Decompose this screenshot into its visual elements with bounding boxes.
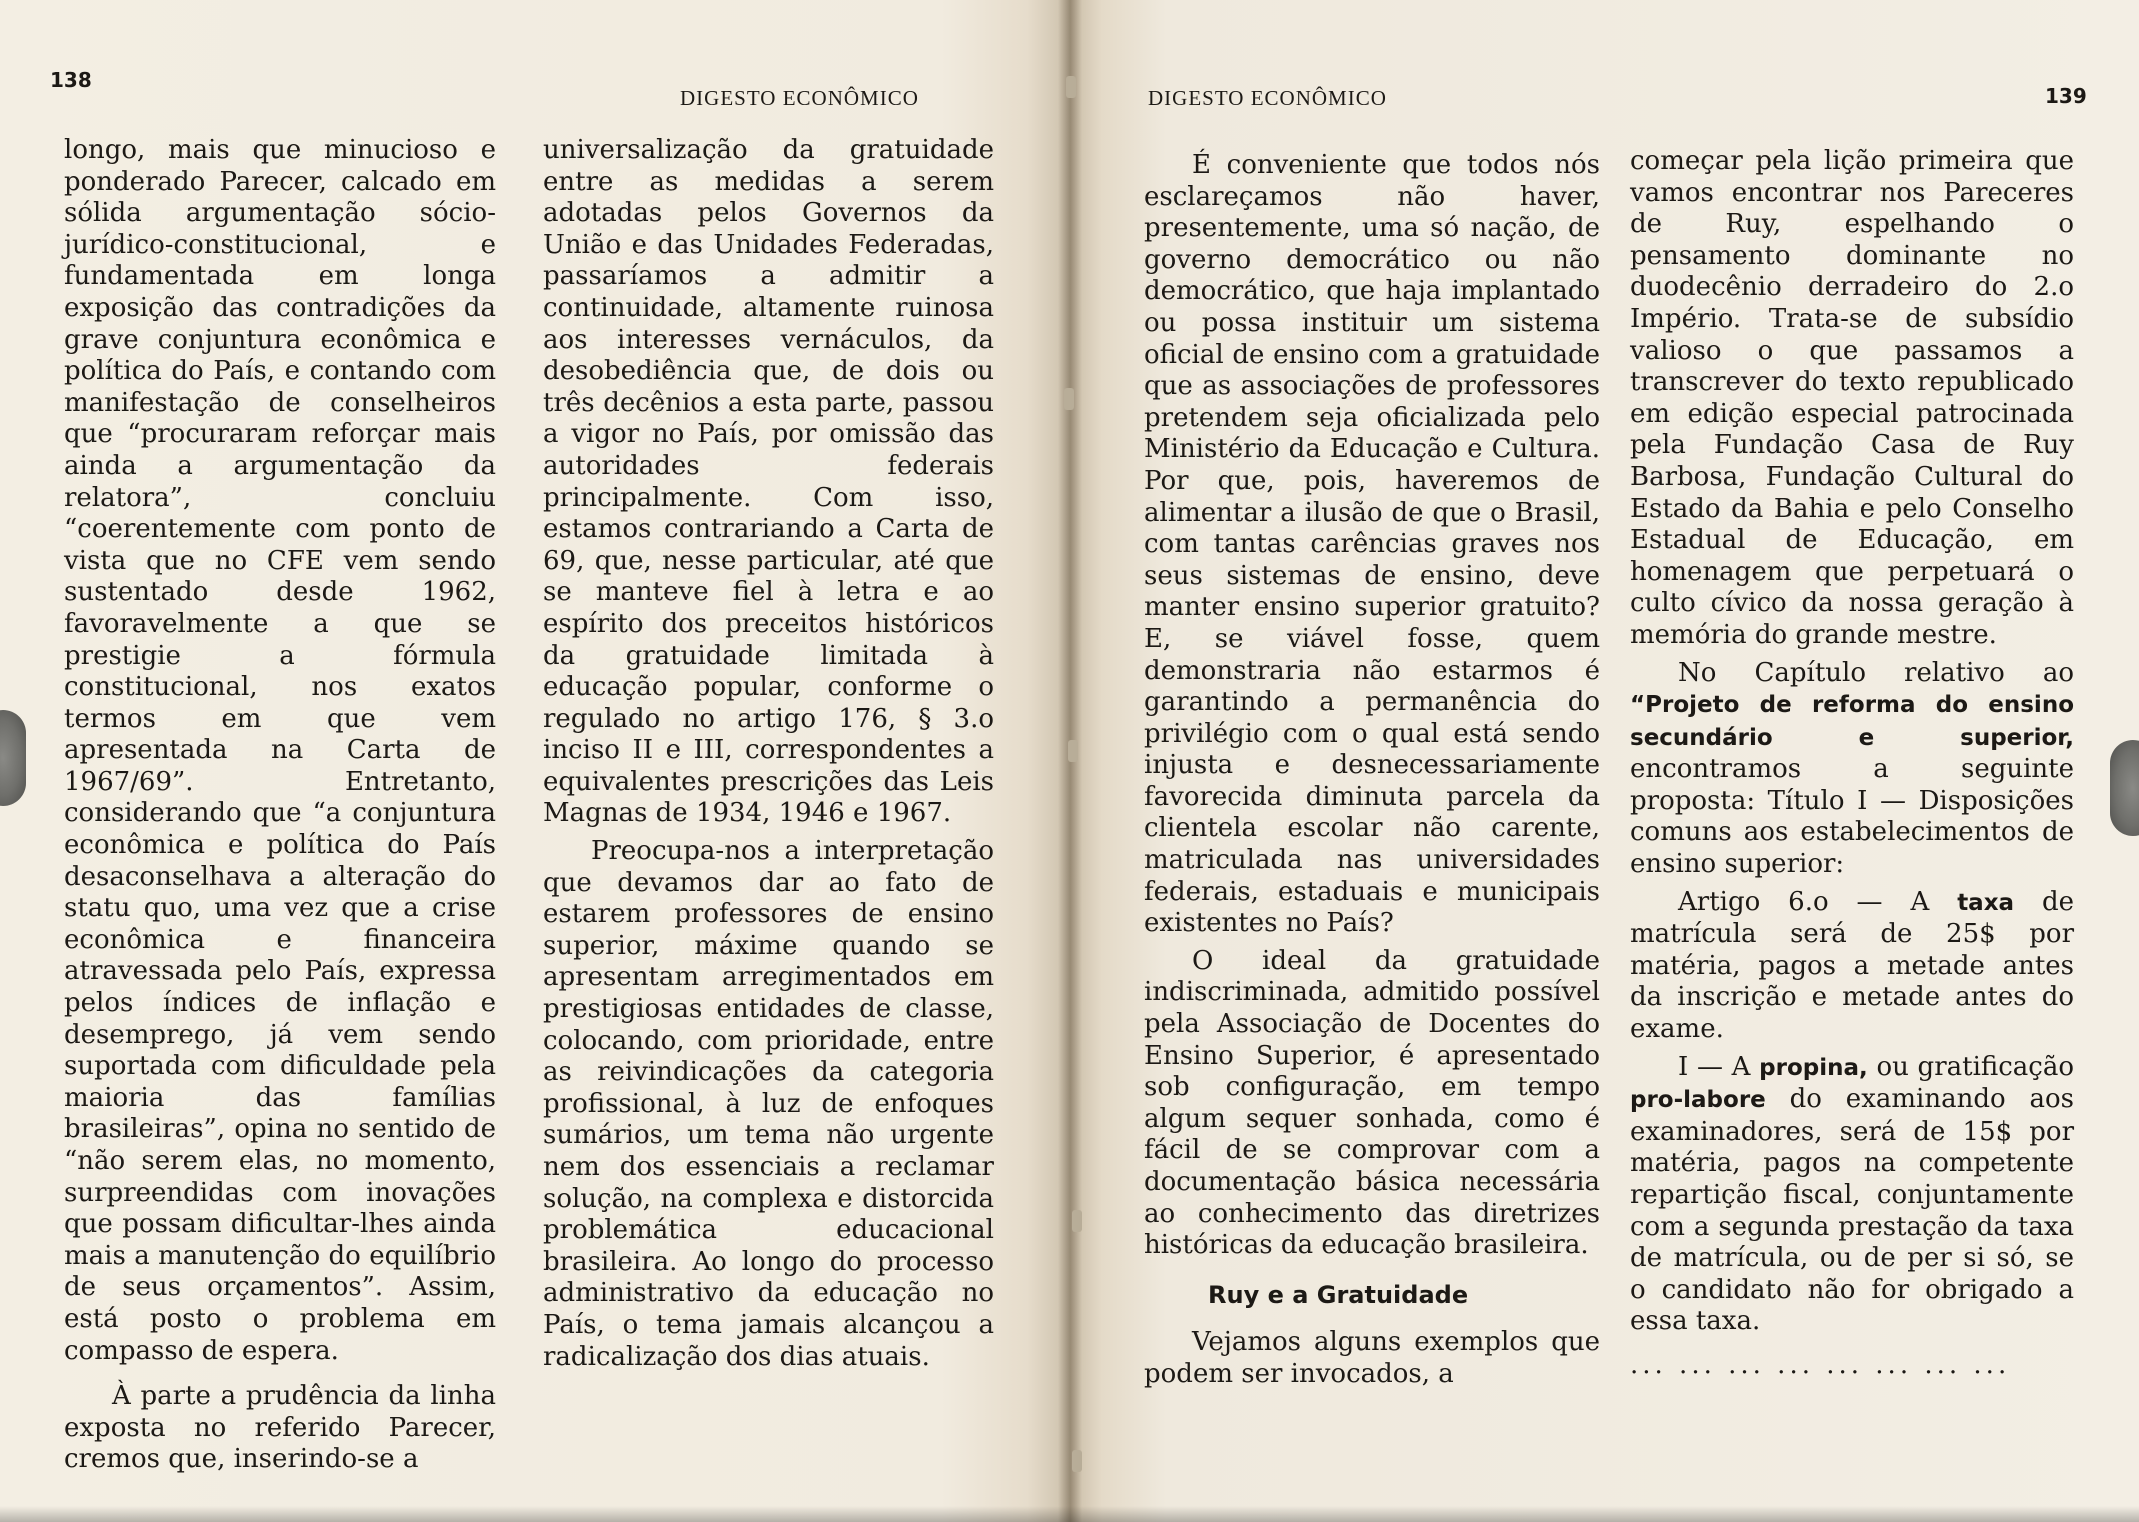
bold-text: propina, bbox=[1759, 1054, 1868, 1081]
ellipsis-line: ... ... ... ... ... ... ... ... bbox=[1630, 1349, 2011, 1380]
paragraph: universalização da gratuidade entre as medidas a serem adotadas pelos Governos da União e das Unidades Federadas, passaríamos a admitir a continuidade, altamente ruinosa aos interesses vernáculos, da desobediência que, de dois ou três decênios a esta parte, passou a vigor no País, por omissão das autoridades federais principalmente. Com isso, estamos contrariando a Carta de 69, que, nesse particular, até que se manteve fiel à letra e ao espírito dos preceitos históricos da gratuidade limitada à educação popular, conforme o regulado no artigo 176, § 3.o inciso II e III, correspondentes a equivalentes prescrições das Leis Magnas de 1934, 1946 e 1967. bbox=[543, 135, 994, 829]
binding-thread bbox=[1072, 1450, 1082, 1472]
paragraph: Vejamos alguns exemplos que podem ser invocados, a bbox=[1144, 1327, 1600, 1389]
left-column-1 bbox=[64, 135, 496, 1476]
binding-thread bbox=[1066, 76, 1076, 98]
bold-text: taxa bbox=[1957, 889, 2015, 916]
text-run: ou gratificação bbox=[1867, 1051, 2075, 1082]
text-run: I — A bbox=[1678, 1051, 1760, 1082]
paragraph: Preocupa-nos a interpretação que devamos dar ao fato de estarem professores de ensino superior, máxime quando se apresentam arregimentados em prestigiosas entidades de classe, colocando, com prioridade, entre as reivindicações da categoria profissional, à luz de enfoques sumários, um tema não urgente nem dos essenciais a reclamar solução, na complexa e distorcida problemática educacional brasileira. Ao longo do processo administrativo da educação no País, o tema jamais alcançou a radicalização dos dias atuais. bbox=[543, 836, 994, 1372]
binding-thread bbox=[1064, 388, 1074, 410]
paragraph: longo, mais que minucioso e ponderado Parecer, calcado em sólida argumentação sócio-jurídico-constitucional, e fundamentada em longa exposição das contradições da grave conjuntura econômica e política do País, e contando com manifestação de conselheiros que “procuraram reforçar mais ainda a argumentação da relatora”, concluiu “coerentemente com ponto de vista que no CFE vem sendo sustentado desde 1962, favoravelmente a que se prestigie a fórmula constitucional, nos exatos termos em que vem apresentada na Carta de 1967/69”. Entretanto, considerando que “a conjuntura econômica e política do País desaconselhava a alteração do statu quo, uma vez que a crise econômica e financeira atravessada pelo País, expressa pelos índices de inflação e desemprego, já vem sendo suportada com dificuldade pela maioria das famílias brasileiras”, opina no sentido de “não serem elas, no momento, surpreendidas com inovações que possam dificultar-lhes ainda mais a manutenção do equilíbrio de seus orçamentos”. Assim, está posto o problema em compasso de espera. bbox=[64, 135, 496, 1366]
page-tab-right bbox=[2110, 740, 2139, 836]
text-run: No Capítulo relativo ao bbox=[1678, 657, 2074, 688]
bold-text: pro-labore bbox=[1630, 1087, 1766, 1114]
paragraph bbox=[1630, 658, 2074, 881]
text-run: de matrícula será de 25$ por matéria, pagos a metade antes da inscrição e metade antes do exame. bbox=[1630, 886, 2075, 1045]
page-number-left: 138 bbox=[50, 68, 92, 92]
page-bottom-shadow bbox=[0, 1506, 2139, 1522]
binding-thread bbox=[1072, 1210, 1082, 1232]
right-page bbox=[1070, 0, 2139, 1522]
paragraph: O ideal da gratuidade indiscriminada, admitido possível pela Associação de Docentes do Ensino Superior, é apresentado sob configuração, em tempo algum sequer sonhada, como é fácil de se comprovar com a documentação básica necessária ao conhecimento das diretrizes históricas da educação brasileira. bbox=[1144, 945, 1600, 1261]
page-tab-left bbox=[0, 710, 26, 806]
right-column-1 bbox=[1144, 150, 1600, 1391]
paragraph: É conveniente que todos nós esclareçamos não haver, presentemente, uma só nação, de governo democrático ou não democrático, que haja implantado ou possa instituir um sistema oficial de ensino com a gratuidade que as associações de professores pretendem seja oficializada pelo Ministério da Educação e Cultura. Por que, pois, haveremos de alimentar a ilusão de que o Brasil, com tantas carências graves nos seus sistemas de ensino, deve manter ensino superior gratuito? E, se viável fosse, quem demonstraria não estarmos é garantindo a permanência do privilégio com o qual está sendo injusta e desnecessariamente favorecida diminuta parcela da clientela escolar não carente, matriculada nas universidades federais, estaduais e municipais existentes no País? bbox=[1144, 150, 1600, 939]
text-run: Artigo 6.o — A bbox=[1678, 886, 1958, 917]
paragraph: começar pela lição primeira que vamos encontrar nos Pareceres de Ruy, espelhando o pensamento dominante no duodecênio derradeiro do 2.o Império. Trata-se de subsídio valioso o que passamos a transcrever do texto republicado em edição especial patrocinada pela Fundação Casa de Ruy Barbosa, Fundação Cultural do Estado da Bahia e pelo Conselho Estadual de Educação, em homenagem que perpetuará o culto cívico da nossa geração à memória do grande mestre. bbox=[1630, 146, 2074, 650]
paragraph: À parte a prudência da linha exposta no referido Parecer, cremos que, inserindo-se a bbox=[64, 1381, 496, 1475]
bold-text: “Projeto de reforma do ensino secundário e superior, bbox=[1630, 692, 2074, 751]
paragraph bbox=[1630, 1052, 2074, 1338]
text-run: encontramos a seguinte proposta: Título I — Disposições comuns aos estabelecimentos de ensino superior: bbox=[1630, 754, 2074, 880]
paragraph bbox=[1630, 887, 2074, 1046]
section-heading: Ruy e a Gratuidade bbox=[1208, 1280, 1469, 1309]
right-column-2 bbox=[1630, 146, 2074, 1382]
running-head-right: DIGESTO ECONÔMICO bbox=[1148, 86, 1387, 110]
text-run: do examinando aos examinadores, será de 15$ por matéria, pagos na competente repartição fiscal, conjuntamente com a segunda prestação da taxa de matrícula, ou de per si só, se o candidato não for obrigado a essa taxa. bbox=[1630, 1084, 2074, 1337]
binding-thread bbox=[1068, 740, 1078, 762]
left-column-2 bbox=[543, 135, 994, 1373]
page-number-right: 139 bbox=[2045, 84, 2087, 108]
running-head-left: DIGESTO ECONÔMICO bbox=[680, 86, 919, 110]
